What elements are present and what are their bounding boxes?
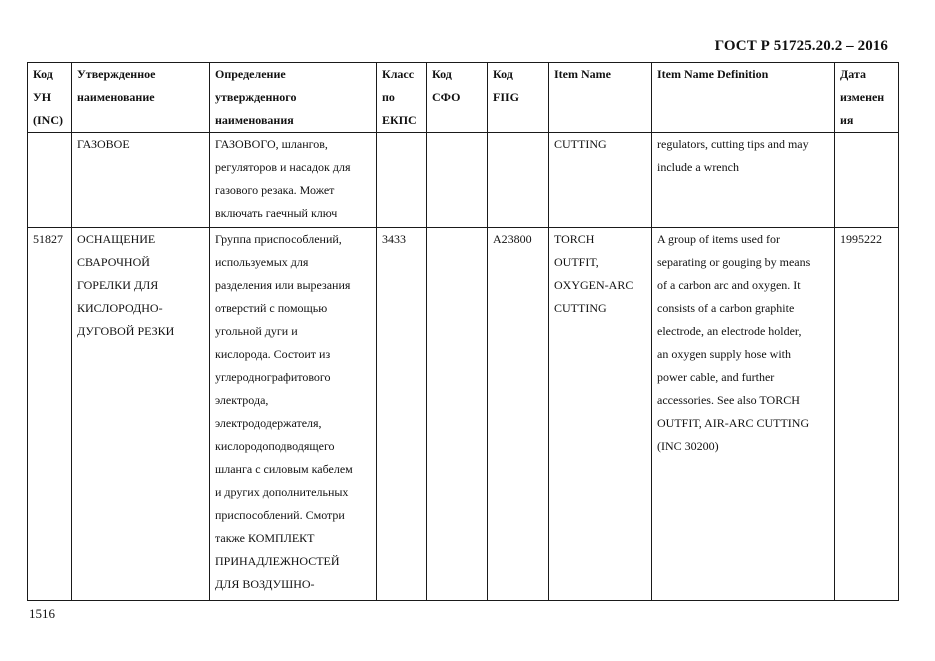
- header-cell-sfo-code: Код СФО: [427, 63, 488, 133]
- cell-inc-code: [28, 133, 72, 228]
- cell-item-name-definition: A group of items used for separating or gouging by means of a carbon arc and oxygen. It consists of a carbon graphite electrode, an electrode holder, an oxygen supply hose with power cable, and further accessories. See also TORCH OUTFIT, AIR-ARC CUTTING (INC 30200): [652, 228, 835, 601]
- cell-sfo-code: [427, 228, 488, 601]
- header-row: [28, 63, 899, 133]
- header-cell-inc-code: Код УН (INC): [28, 63, 72, 133]
- cell-item-name-definition: regulators, cutting tips and may include a wrench: [652, 133, 835, 228]
- header-cell-name-definition-ru: Определение утвержденного наименования: [210, 63, 377, 133]
- cell-item-name: CUTTING: [549, 133, 652, 228]
- header-cell-item-name: Item Name: [549, 63, 652, 133]
- cell-fiig-code: A23800: [488, 228, 549, 601]
- header-cell-approved-name: Утвержденное наименование: [72, 63, 210, 133]
- header-cell-item-name-definition: Item Name Definition: [652, 63, 835, 133]
- cell-name-definition-ru: ГАЗОВОГО, шлангов, регуляторов и насадок для газового резака. Может включать гаечный ключ: [210, 133, 377, 228]
- page-number: 1516: [29, 606, 55, 621]
- header-cell-fiig-code: Код FIIG: [488, 63, 549, 133]
- cell-sfo-code: [427, 133, 488, 228]
- cell-change-date: 1995222: [835, 228, 899, 601]
- header-cell-ekps-class: Класс по ЕКПС: [377, 63, 427, 133]
- cell-fiig-code: [488, 133, 549, 228]
- cell-ekps-class: 3433: [377, 228, 427, 601]
- cell-inc-code: 51827: [28, 228, 72, 601]
- cell-change-date: [835, 133, 899, 228]
- cell-approved-name: ГАЗОВОЕ: [72, 133, 210, 228]
- cell-name-definition-ru: Группа приспособлений, используемых для разделения или вырезания отверстий с помощью угольной дуги и кислорода. Состоит из углероднографитового электрода, электрододержателя, кислородоподводящего шланга с силовым кабелем и других дополнительных приспособлений. Смотри также КОМПЛЕКТ ПРИНАДЛЕЖНОСТЕЙ ДЛЯ ВОЗДУШНО-: [210, 228, 377, 601]
- cell-ekps-class: [377, 133, 427, 228]
- cell-approved-name: ОСНАЩЕНИЕ СВАРОЧНОЙ ГОРЕЛКИ ДЛЯ КИСЛОРОДНО- ДУГОВОЙ РЕЗКИ: [72, 228, 210, 601]
- table-row: [28, 228, 899, 601]
- document-code: ГОСТ Р 51725.20.2 – 2016: [714, 38, 888, 54]
- item-name-table: [27, 62, 899, 601]
- table-row: [28, 133, 899, 228]
- header-cell-change-date: Дата изменен ия: [835, 63, 899, 133]
- cell-item-name: TORCH OUTFIT, OXYGEN-ARC CUTTING: [549, 228, 652, 601]
